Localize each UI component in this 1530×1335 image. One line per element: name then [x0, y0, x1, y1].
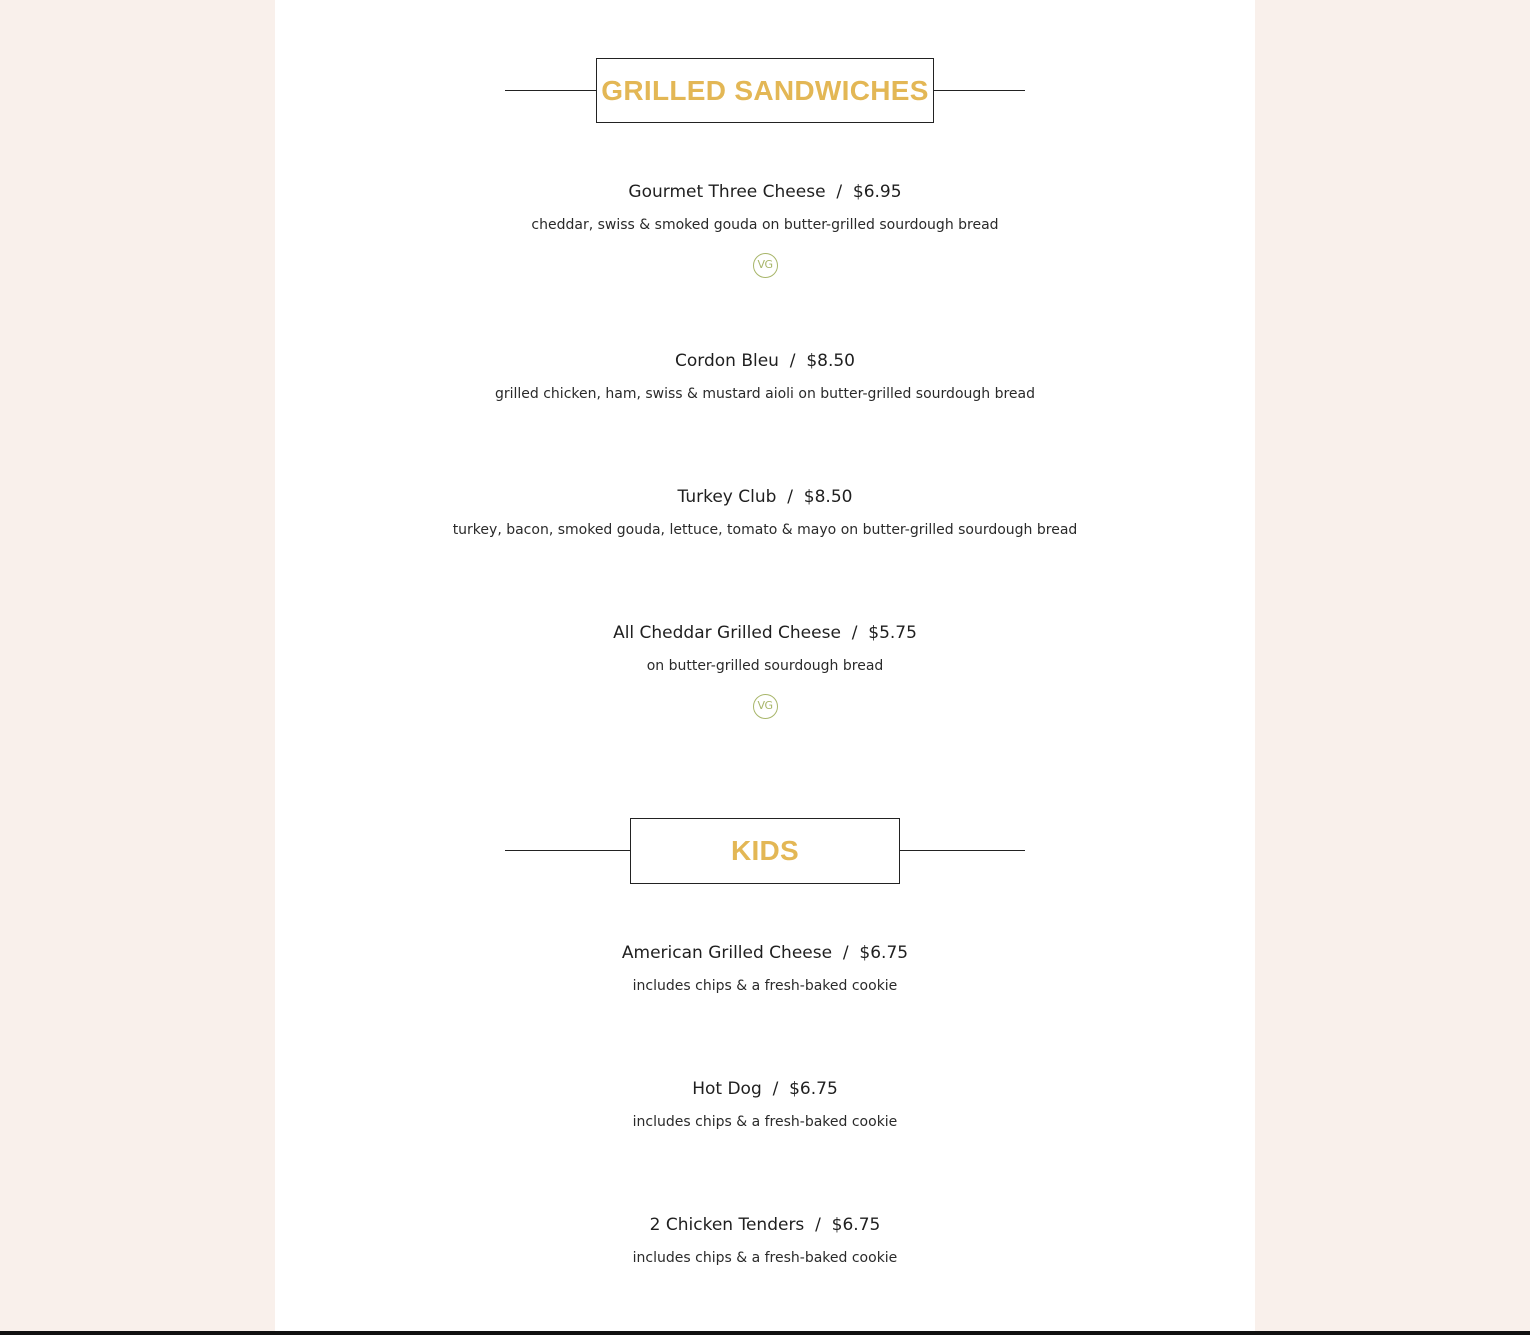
- item-name: Turkey Club: [677, 487, 777, 507]
- price-separator: /: [787, 487, 793, 507]
- menu-item: [275, 942, 1255, 995]
- item-price: $8.50: [803, 487, 853, 507]
- price-separator: /: [842, 943, 849, 963]
- item-price: $6.75: [831, 1215, 881, 1235]
- item-name: American Grilled Cheese: [621, 943, 833, 963]
- menu-item: [275, 1078, 1255, 1131]
- item-name: 2 Chicken Tenders: [649, 1215, 805, 1235]
- item-description: turkey, bacon, smoked gouda, lettuce, tomato & mayo on butter-grilled sourdough bread: [452, 522, 1078, 538]
- header-rule-left: [505, 90, 596, 91]
- section-title: KIDS: [630, 818, 900, 884]
- item-description: includes chips & a fresh-baked cookie: [632, 1250, 898, 1266]
- item-name: Cordon Bleu: [675, 351, 779, 371]
- section-header-grilled-sandwiches: [505, 58, 1025, 124]
- item-price: $6.75: [789, 1079, 838, 1099]
- bottom-edge-bar: [0, 1331, 1530, 1335]
- item-title: [275, 1078, 1255, 1100]
- item-price: $6.75: [859, 943, 909, 963]
- price-separator: /: [772, 1079, 779, 1099]
- price-separator: /: [836, 182, 843, 202]
- menu-item: [275, 1214, 1255, 1267]
- menu-item: [275, 181, 1255, 278]
- menu-item: [275, 350, 1255, 403]
- item-title: [275, 181, 1255, 203]
- item-name: Gourmet Three Cheese: [628, 182, 826, 202]
- item-description: cheddar, swiss & smoked gouda on butter-grilled sourdough bread: [531, 217, 999, 233]
- item-price: $6.95: [852, 182, 902, 202]
- item-price: $8.50: [806, 351, 855, 371]
- item-title: [275, 1214, 1255, 1236]
- header-rule-right: [900, 850, 1025, 851]
- price-separator: /: [851, 623, 858, 643]
- vegetarian-badge-icon: VG: [753, 253, 778, 278]
- item-name: All Cheddar Grilled Cheese: [613, 623, 841, 643]
- section-title: GRILLED SANDWICHES: [596, 58, 934, 123]
- section-header-kids: [505, 818, 1025, 884]
- item-description: includes chips & a fresh-baked cookie: [632, 978, 898, 994]
- vegetarian-badge-icon: VG: [753, 694, 778, 719]
- item-title: [275, 622, 1255, 644]
- item-title: [275, 350, 1255, 372]
- price-separator: /: [789, 351, 796, 371]
- item-price: $5.75: [868, 623, 917, 643]
- menu-item: [275, 486, 1255, 539]
- item-title: [275, 486, 1255, 508]
- item-name: Hot Dog: [692, 1079, 762, 1099]
- item-description: includes chips & a fresh-baked cookie: [632, 1114, 898, 1130]
- menu-page: [275, 0, 1255, 1331]
- header-rule-left: [505, 850, 630, 851]
- item-description: grilled chicken, ham, swiss & mustard aioli on butter-grilled sourdough bread: [494, 386, 1036, 402]
- price-separator: /: [815, 1215, 821, 1235]
- item-title: [275, 942, 1255, 964]
- item-description: on butter-grilled sourdough bread: [646, 658, 884, 674]
- menu-item: [275, 622, 1255, 719]
- header-rule-right: [934, 90, 1025, 91]
